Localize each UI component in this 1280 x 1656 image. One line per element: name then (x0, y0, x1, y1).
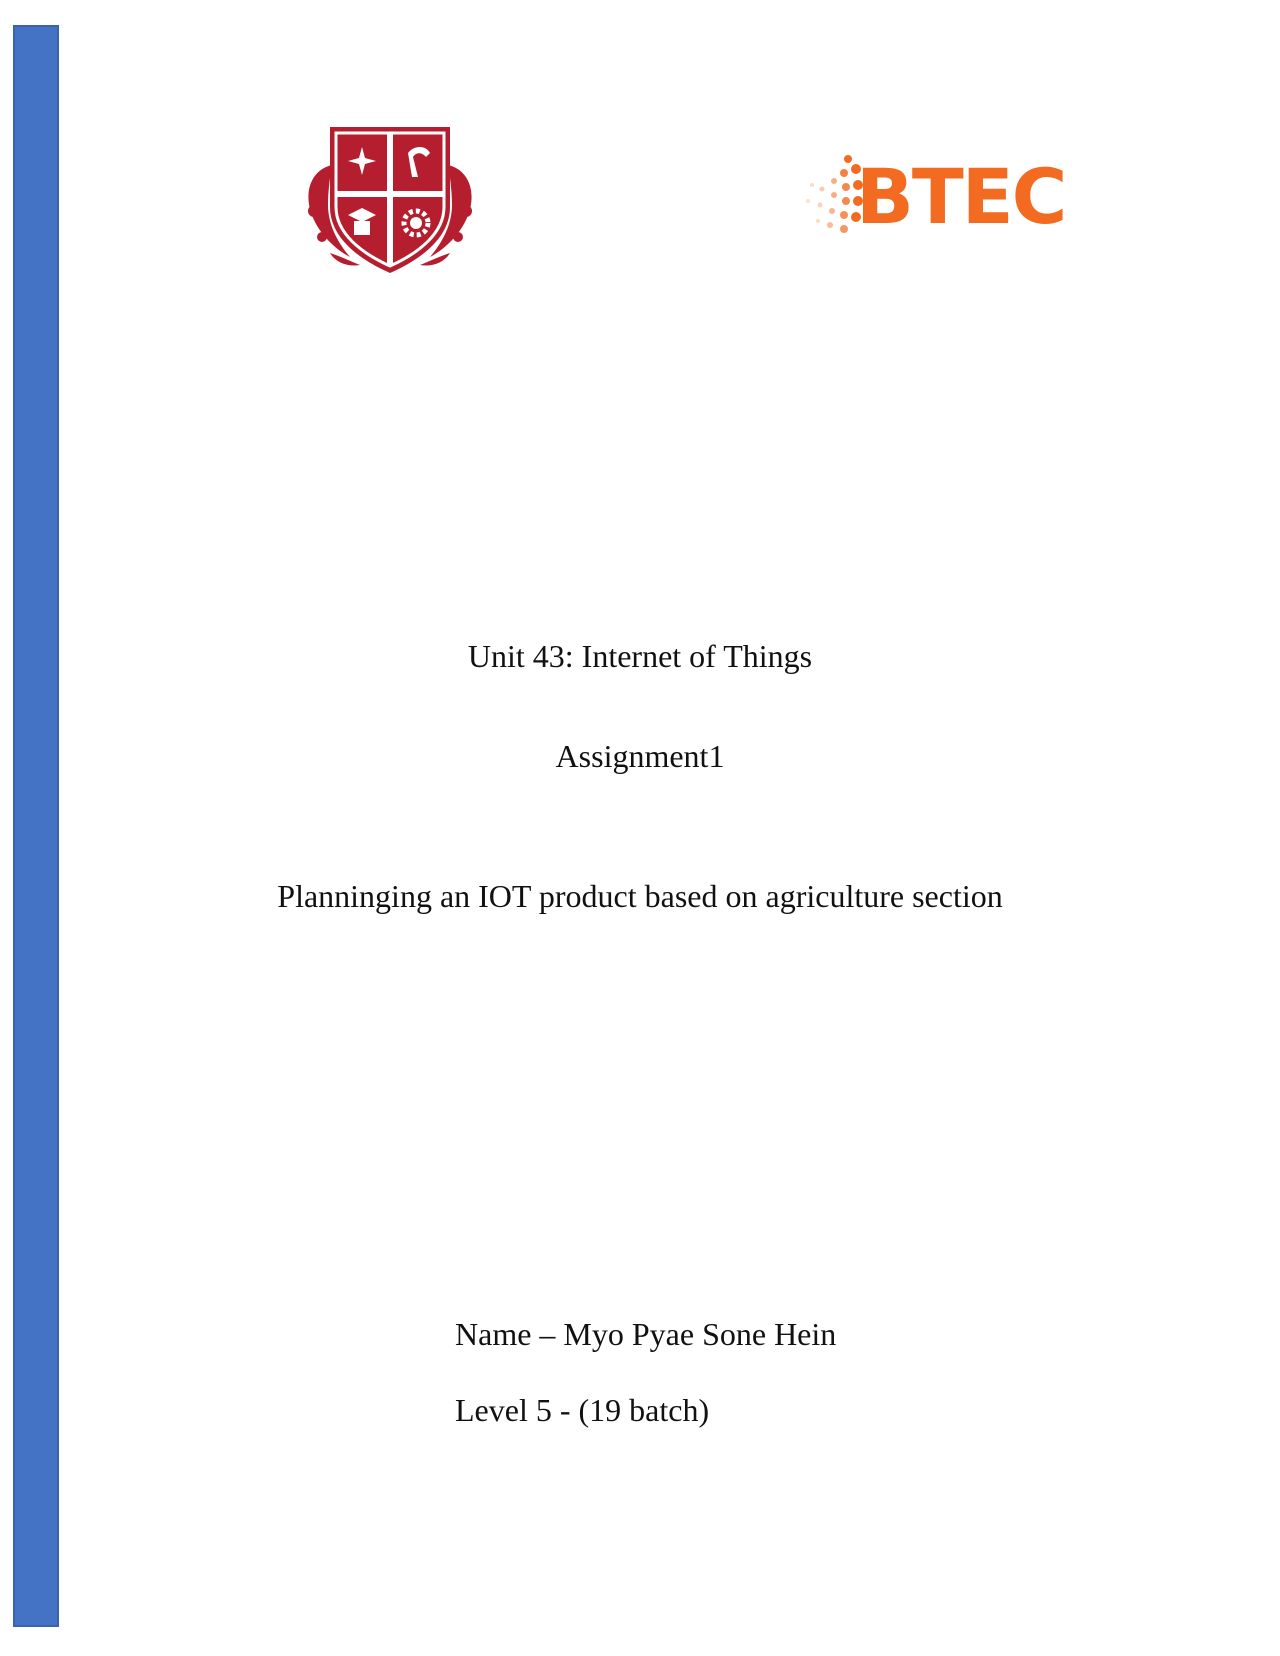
btec-wordmark: BTEC (856, 152, 1066, 241)
btec-logo (800, 152, 1080, 241)
assignment-title: Assignment1 (555, 738, 725, 774)
unit-title: Unit 43: Internet of Things (467, 638, 813, 674)
student-level: Level 5 - (19 batch) (455, 1392, 710, 1428)
university-crest-icon (300, 125, 480, 275)
assignment-topic: Planninging an IOT product based on agriculture section (277, 878, 1003, 914)
student-name: Name – Myo Pyae Sone Hein (455, 1316, 837, 1352)
side-accent-bar (13, 25, 59, 1627)
